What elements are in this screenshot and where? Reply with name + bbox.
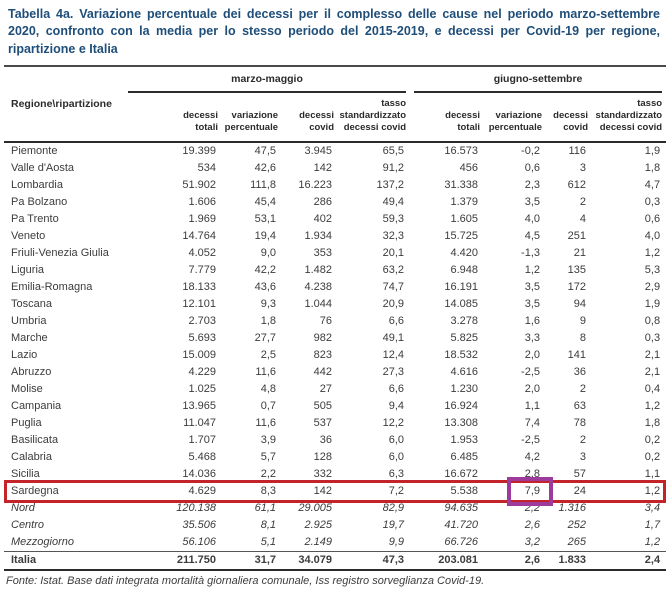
table-row — [4, 347, 666, 364]
table-row — [4, 142, 666, 160]
value-cell: 9,9 — [388, 536, 405, 549]
value-cell: 0,3 — [644, 332, 661, 345]
table-row — [4, 500, 666, 517]
value-cell: 2,6 — [484, 551, 546, 570]
region-name-cell: Sicilia — [11, 468, 40, 481]
table-row — [4, 279, 666, 296]
value-cell: 1.833 — [546, 551, 592, 570]
region-name-cell: Italia — [4, 551, 124, 570]
value-cell: 45,4 — [254, 196, 276, 209]
value-cell: 5,7 — [260, 451, 276, 464]
value-cell: 27,3 — [382, 366, 405, 379]
value-cell: 34.079 — [282, 551, 338, 570]
group-header-row — [4, 66, 666, 93]
value-cell: 1,6 — [524, 315, 541, 328]
value-cell: 94 — [573, 298, 587, 311]
table-row — [4, 466, 666, 483]
value-cell: 43,6 — [254, 281, 276, 294]
value-cell: 4.420 — [450, 247, 479, 260]
value-cell: 6,3 — [388, 468, 405, 481]
value-cell: 135 — [567, 264, 587, 277]
value-cell: 74,7 — [382, 281, 405, 294]
value-cell: 1,2 — [644, 400, 661, 413]
value-cell: 57 — [573, 468, 587, 481]
value-cell: 5.693 — [188, 332, 216, 345]
value-cell: 5.538 — [450, 485, 479, 498]
value-cell: 76 — [319, 315, 332, 328]
value-cell: 3,2 — [524, 536, 541, 549]
value-cell: 111,8 — [250, 179, 276, 192]
value-cell: 252 — [567, 519, 587, 532]
value-cell: 2,3 — [524, 179, 541, 192]
value-cell: 1.969 — [188, 213, 216, 226]
value-cell: 9,0 — [260, 247, 276, 260]
region-name-cell: Valle d'Aosta — [11, 162, 75, 175]
value-cell: 16.191 — [444, 281, 479, 294]
value-cell: 7,2 — [388, 485, 405, 498]
value-cell: 7,4 — [524, 417, 541, 430]
table-row — [4, 364, 666, 381]
value-cell: 63,2 — [382, 264, 405, 277]
value-cell: 49,4 — [382, 196, 405, 209]
value-cell: 16.672 — [444, 468, 479, 481]
value-cell: 0,7 — [260, 400, 276, 413]
table-row — [4, 228, 666, 245]
value-cell: 4.238 — [304, 281, 332, 294]
value-cell: 4,2 — [524, 451, 541, 464]
value-cell: 2,4 — [592, 551, 666, 570]
table-row — [4, 398, 666, 415]
value-cell: 1.606 — [188, 196, 216, 209]
value-cell: 3,5 — [524, 281, 541, 294]
region-name-cell: Emilia-Romagna — [11, 281, 93, 294]
col-header-tasso-standardizzato-2: tasso standardizzato decessi covid — [592, 93, 666, 142]
value-cell: 1.316 — [558, 502, 587, 515]
value-cell: 51.902 — [182, 179, 216, 192]
table-row — [4, 262, 666, 279]
value-cell: 4,0 — [524, 213, 541, 226]
value-cell: 47,5 — [254, 145, 276, 158]
table-row — [4, 432, 666, 449]
value-cell: 16.223 — [298, 179, 332, 192]
value-cell: 1,1 — [644, 468, 661, 481]
value-cell: 4.052 — [188, 247, 216, 260]
value-cell: 63 — [573, 400, 587, 413]
region-name-cell: Marche — [11, 332, 48, 345]
value-cell: 4,0 — [644, 230, 661, 243]
value-cell: 6,6 — [388, 383, 405, 396]
value-cell: 16.573 — [444, 145, 479, 158]
value-cell: 9,3 — [260, 298, 276, 311]
table-row — [4, 245, 666, 262]
value-cell: 3 — [579, 162, 587, 175]
value-cell: 91,2 — [382, 162, 405, 175]
value-cell: 19,7 — [382, 519, 405, 532]
region-name-cell: Mezzogiorno — [11, 536, 74, 549]
value-cell: 3,5 — [524, 298, 541, 311]
source-note: Fonte: Istat. Base dati integrata mortalità giornaliera comunale, Iss registro sorveglianza Covid-19. — [6, 574, 485, 587]
value-cell: 19.399 — [182, 145, 216, 158]
region-name-cell: Puglia — [11, 417, 42, 430]
value-cell: 56.106 — [182, 536, 216, 549]
value-cell: 59,3 — [382, 213, 405, 226]
value-cell: 27 — [319, 383, 332, 396]
value-cell: 442 — [313, 366, 332, 379]
value-cell: 982 — [313, 332, 332, 345]
value-cell: 0,2 — [644, 434, 661, 447]
value-cell: 4,5 — [524, 230, 541, 243]
table-title: Tabella 4a. Variazione percentuale dei decessi per il complesso delle cause nel periodo marzo-settembre 2020, confronto con la media per lo stesso periodo del 2015-2019, e decessi per Covid-19 per regione, ripartizione e Italia — [8, 7, 660, 56]
value-cell: 8 — [579, 332, 587, 345]
value-cell: 3.945 — [304, 145, 332, 158]
value-cell: 82,9 — [382, 502, 405, 515]
value-cell: 2.925 — [304, 519, 332, 532]
table-row — [4, 313, 666, 330]
value-cell: 41.720 — [444, 519, 479, 532]
value-cell: 49,1 — [382, 332, 405, 345]
value-cell: 1,8 — [644, 162, 661, 175]
value-cell: 7.779 — [188, 264, 216, 277]
value-cell: 12.101 — [182, 298, 216, 311]
value-cell: 9,4 — [388, 400, 405, 413]
value-cell: 13.308 — [444, 417, 479, 430]
value-cell: 2.149 — [304, 536, 332, 549]
region-name-cell: Basilicata — [11, 434, 59, 447]
value-cell: 1.934 — [304, 230, 332, 243]
value-cell: 612 — [567, 179, 587, 192]
value-cell: 8,1 — [260, 519, 276, 532]
value-cell: 24 — [573, 485, 587, 498]
value-cell: 31.338 — [444, 179, 479, 192]
col-header-decessi-totali-2: decessi totali — [410, 93, 484, 142]
region-name-cell: Sardegna — [4, 483, 124, 500]
value-cell: 61,1 — [254, 502, 276, 515]
table-row — [4, 551, 666, 570]
value-cell: -1,3 — [521, 247, 541, 260]
value-cell: 1.044 — [304, 298, 332, 311]
value-cell: 7,9 — [484, 483, 546, 500]
value-cell: 9 — [579, 315, 587, 328]
value-cell: 2,9 — [644, 281, 661, 294]
region-name-cell: Toscana — [11, 298, 52, 311]
value-cell: 332 — [313, 468, 332, 481]
value-cell: 1.953 — [450, 434, 479, 447]
data-table — [4, 65, 666, 571]
table-row — [4, 160, 666, 177]
col-header-decessi-covid-2: decessi covid — [546, 93, 592, 142]
value-cell: 3,5 — [524, 196, 541, 209]
value-cell: 1,8 — [260, 315, 276, 328]
value-cell: 402 — [313, 213, 332, 226]
value-cell: 4.229 — [188, 366, 216, 379]
value-cell: 1,9 — [644, 145, 661, 158]
table-row — [4, 296, 666, 313]
region-name-cell: Liguria — [11, 264, 45, 277]
value-cell: 1.707 — [188, 434, 216, 447]
value-cell: 1.230 — [450, 383, 479, 396]
value-cell: 4,8 — [260, 383, 276, 396]
value-cell: 120.138 — [176, 502, 216, 515]
value-cell: 1,9 — [644, 298, 661, 311]
column-group-giugno-settembre — [410, 66, 666, 93]
value-cell: 18.133 — [182, 281, 216, 294]
col-header-variazione-percentuale-2: variazione percentuale — [484, 93, 546, 142]
value-cell: 11,6 — [255, 366, 276, 379]
value-cell: 286 — [313, 196, 332, 209]
value-cell: 94.635 — [444, 502, 479, 515]
value-cell: 6.948 — [450, 264, 479, 277]
value-cell: 0,3 — [644, 196, 661, 209]
col-header-tasso-standardizzato-1: tasso standardizzato decessi covid — [338, 93, 410, 142]
value-cell: 12,4 — [382, 349, 405, 362]
value-cell: 8,3 — [260, 485, 276, 498]
value-cell: 13.965 — [182, 400, 216, 413]
value-cell: 534 — [197, 162, 216, 175]
col-header-variazione-percentuale-1: variazione percentuale — [222, 93, 282, 142]
region-name-cell: Pa Trento — [11, 213, 59, 226]
value-cell: 15.725 — [444, 230, 479, 243]
column-group-marzo-maggio — [124, 66, 410, 93]
value-cell: 1.025 — [188, 383, 216, 396]
value-cell: 2,0 — [524, 383, 541, 396]
region-name-cell: Lazio — [11, 349, 38, 362]
value-cell: 2.703 — [188, 315, 216, 328]
value-cell: 456 — [459, 162, 479, 175]
region-name-cell: Piemonte — [11, 145, 58, 158]
value-cell: 27,7 — [254, 332, 276, 345]
value-cell: -2,5 — [521, 366, 541, 379]
value-cell: 6,6 — [388, 315, 405, 328]
region-name-cell: Centro — [11, 519, 45, 532]
value-cell: 128 — [313, 451, 332, 464]
value-cell: 1.482 — [304, 264, 332, 277]
value-cell: 203.081 — [410, 551, 484, 570]
value-cell: 823 — [313, 349, 332, 362]
value-cell: 78 — [573, 417, 587, 430]
value-cell: 2,8 — [524, 468, 541, 481]
value-cell: 19,4 — [254, 230, 276, 243]
value-cell: 1,8 — [644, 417, 661, 430]
value-cell: 6,0 — [388, 451, 405, 464]
value-cell: 5.468 — [188, 451, 216, 464]
value-cell: 537 — [313, 417, 332, 430]
value-cell: 2,6 — [524, 519, 541, 532]
value-cell: 0,4 — [644, 383, 661, 396]
table-row — [4, 534, 666, 552]
value-cell: 5.825 — [450, 332, 479, 345]
table-row — [4, 517, 666, 534]
value-cell: 2,2 — [260, 468, 276, 481]
region-name-cell: Abruzzo — [11, 366, 52, 379]
table-row — [4, 194, 666, 211]
value-cell: 53,1 — [254, 213, 276, 226]
value-cell: 6.485 — [450, 451, 479, 464]
group-label: giugno-settembre — [414, 67, 662, 93]
region-name-cell: Pa Bolzano — [11, 196, 68, 209]
value-cell: 14.085 — [444, 298, 479, 311]
value-cell: 42,6 — [254, 162, 276, 175]
table-row — [4, 381, 666, 398]
value-cell: 35.506 — [182, 519, 216, 532]
value-cell: 36 — [573, 366, 587, 379]
value-cell: 0,6 — [524, 162, 541, 175]
value-cell: 0,2 — [644, 451, 661, 464]
value-cell: 2,0 — [524, 349, 541, 362]
value-cell: 0,6 — [644, 213, 661, 226]
value-cell: 65,5 — [382, 145, 405, 158]
value-cell: 142 — [313, 485, 332, 498]
value-cell: 2,1 — [644, 366, 661, 379]
value-cell: 142 — [313, 162, 332, 175]
table-row — [4, 483, 666, 500]
region-name-cell: Friuli-Venezia Giulia — [11, 247, 109, 260]
region-name-cell: Molise — [11, 383, 43, 396]
value-cell: -2,5 — [521, 434, 541, 447]
value-cell: 4.616 — [450, 366, 479, 379]
value-cell: 36 — [319, 434, 332, 447]
value-cell: 211.750 — [124, 551, 222, 570]
value-cell: 5,1 — [260, 536, 276, 549]
value-cell: 0,8 — [644, 315, 661, 328]
value-cell: 3.278 — [450, 315, 479, 328]
value-cell: 47,3 — [338, 551, 410, 570]
value-cell: 11,6 — [255, 417, 276, 430]
region-name-cell: Lombardia — [11, 179, 63, 192]
value-cell: 18.532 — [444, 349, 479, 362]
table-row — [4, 177, 666, 194]
table-row — [4, 211, 666, 228]
value-cell: 141 — [567, 349, 587, 362]
region-name-cell: Nord — [11, 502, 35, 515]
value-cell: 2,1 — [644, 349, 661, 362]
value-cell: 66.726 — [444, 536, 479, 549]
region-name-cell: Veneto — [11, 230, 46, 243]
table-header — [4, 66, 666, 142]
value-cell: 14.036 — [182, 468, 216, 481]
value-cell: 137,2 — [376, 179, 405, 192]
table-container — [4, 65, 666, 571]
corner-header: Regione\ripartizione — [4, 66, 124, 142]
value-cell: 251 — [567, 230, 587, 243]
value-cell: 4 — [579, 213, 587, 226]
value-cell: 1,2 — [644, 485, 661, 498]
value-cell: -0,2 — [521, 145, 541, 158]
value-cell: 172 — [567, 281, 587, 294]
value-cell: 4,7 — [644, 179, 661, 192]
value-cell: 505 — [313, 400, 332, 413]
value-cell: 21 — [573, 247, 587, 260]
value-cell: 1,2 — [644, 247, 661, 260]
value-cell: 2,5 — [260, 349, 276, 362]
table-row — [4, 330, 666, 347]
value-cell: 20,1 — [382, 247, 405, 260]
value-cell: 265 — [567, 536, 587, 549]
value-cell: 15.009 — [182, 349, 216, 362]
value-cell: 1,7 — [644, 519, 661, 532]
value-cell: 1,2 — [524, 264, 541, 277]
value-cell: 32,3 — [382, 230, 405, 243]
group-label: marzo-maggio — [128, 67, 406, 93]
value-cell: 14.764 — [182, 230, 216, 243]
value-cell: 3 — [579, 451, 587, 464]
value-cell: 6,0 — [388, 434, 405, 447]
value-cell: 1.379 — [450, 196, 479, 209]
table-row — [4, 449, 666, 466]
value-cell: 3,4 — [644, 502, 661, 515]
table-row — [4, 415, 666, 432]
value-cell: 3,3 — [524, 332, 541, 345]
value-cell: 42,2 — [254, 264, 276, 277]
table-body — [4, 142, 666, 570]
value-cell: 16.924 — [444, 400, 479, 413]
region-name-cell: Campania — [11, 400, 62, 413]
value-cell: 2,2 — [524, 502, 541, 515]
value-cell: 2 — [579, 434, 587, 447]
value-cell: 3,9 — [260, 434, 276, 447]
value-cell: 11.047 — [183, 417, 216, 430]
col-header-decessi-totali-1: decessi totali — [124, 93, 222, 142]
value-cell: 1,2 — [644, 536, 661, 549]
region-name-cell: Umbria — [11, 315, 47, 328]
value-cell: 1.605 — [450, 213, 479, 226]
value-cell: 1,1 — [524, 400, 541, 413]
value-cell: 4.629 — [188, 485, 216, 498]
region-name-cell: Calabria — [11, 451, 52, 464]
col-header-decessi-covid-1: decessi covid — [282, 93, 338, 142]
value-cell: 116 — [568, 145, 587, 158]
value-cell: 2 — [579, 383, 587, 396]
value-cell: 2 — [579, 196, 587, 209]
value-cell: 29.005 — [298, 502, 332, 515]
value-cell: 20,9 — [382, 298, 405, 311]
value-cell: 12,2 — [382, 417, 405, 430]
value-cell: 353 — [313, 247, 332, 260]
value-cell: 31,7 — [222, 551, 282, 570]
value-cell: 5,3 — [644, 264, 661, 277]
